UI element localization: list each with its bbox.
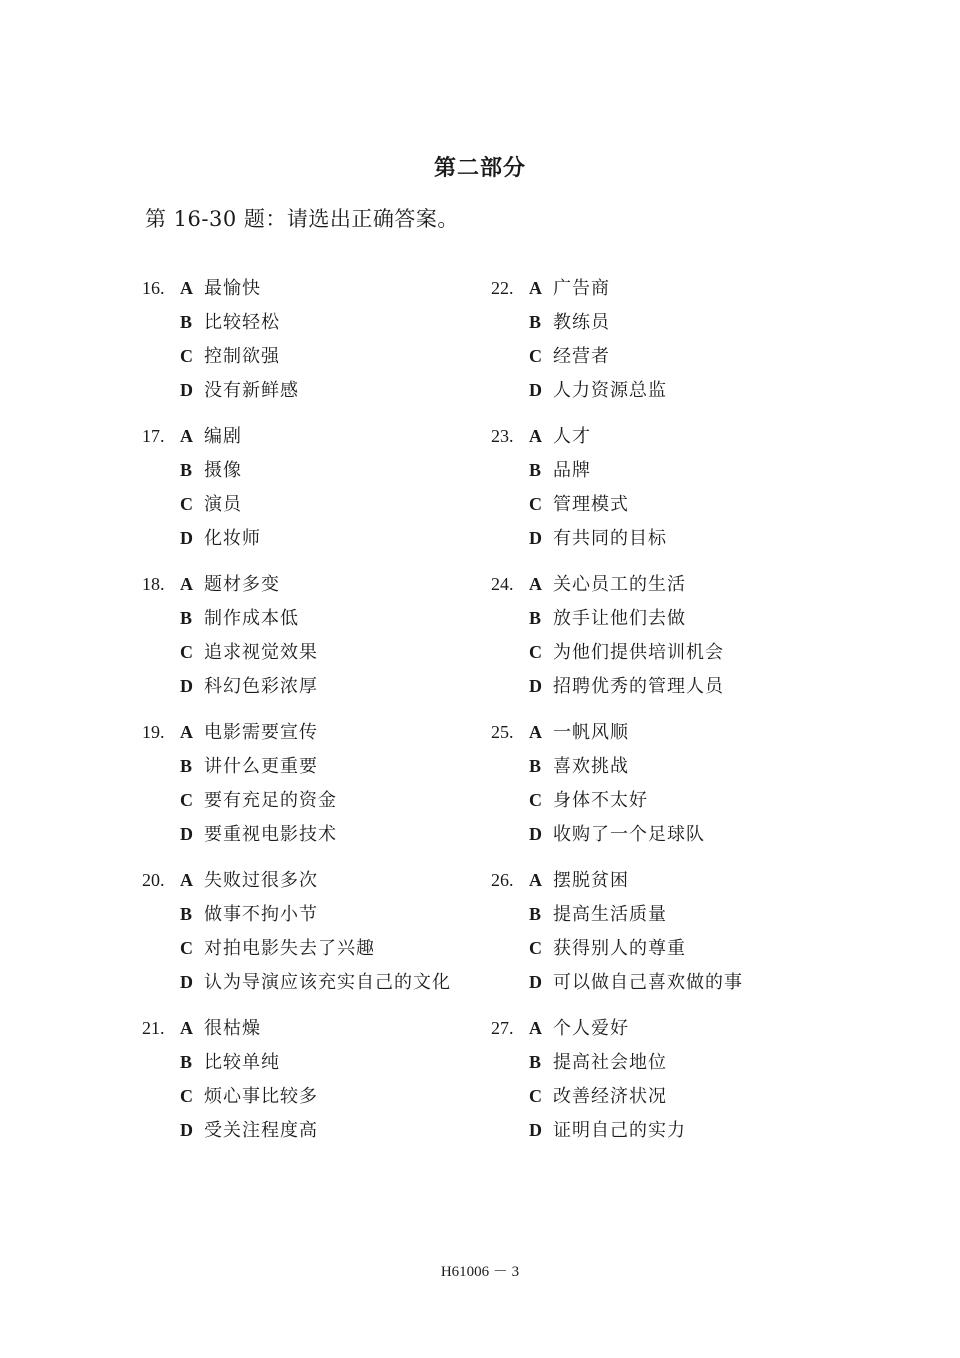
option-letter: C: [180, 790, 193, 810]
option-letter: A: [180, 1018, 193, 1038]
option-text: 最愉快: [204, 278, 261, 299]
option-letter: B: [180, 1052, 193, 1072]
answer-option[interactable]: [180, 424, 242, 448]
answer-option[interactable]: [529, 1050, 667, 1074]
answer-option[interactable]: [180, 378, 299, 402]
option-letter: B: [529, 608, 542, 628]
option-letter: B: [180, 460, 193, 480]
option-letter: B: [180, 608, 193, 628]
option-text: 摆脱贫困: [553, 870, 629, 891]
answer-option[interactable]: [529, 276, 610, 300]
option-letter: D: [529, 676, 542, 696]
question-block: [491, 276, 821, 424]
option-letter: A: [529, 278, 542, 298]
answer-option[interactable]: [180, 936, 375, 960]
option-text: 人才: [553, 426, 591, 447]
option-text: 有共同的目标: [553, 528, 667, 549]
answer-option[interactable]: [180, 310, 280, 334]
option-text: 人力资源总监: [553, 380, 667, 401]
option-letter: A: [529, 870, 542, 890]
option-text: 题材多变: [204, 574, 280, 595]
answer-option[interactable]: [529, 492, 629, 516]
option-text: 很枯燥: [204, 1018, 261, 1039]
answer-option[interactable]: [529, 606, 686, 630]
option-text: 追求视觉效果: [204, 642, 318, 663]
option-text: 提高社会地位: [553, 1052, 667, 1073]
option-letter: D: [180, 380, 193, 400]
option-text: 提高生活质量: [553, 904, 667, 925]
option-text: 做事不拘小节: [204, 904, 318, 925]
answer-option[interactable]: [529, 640, 724, 664]
question-block: [142, 1016, 472, 1164]
option-text: 失败过很多次: [204, 870, 318, 891]
question-block: [491, 424, 821, 572]
answer-option[interactable]: [529, 1118, 686, 1142]
option-letter: D: [529, 824, 542, 844]
option-text: 电影需要宣传: [204, 722, 318, 743]
option-letter: C: [529, 494, 542, 514]
answer-option[interactable]: [529, 1084, 667, 1108]
option-letter: C: [529, 346, 542, 366]
option-letter: B: [529, 312, 542, 332]
answer-option[interactable]: [529, 378, 667, 402]
option-text: 广告商: [553, 278, 610, 299]
question-number: 25.: [491, 722, 514, 742]
option-letter: B: [529, 904, 542, 924]
option-text: 制作成本低: [204, 608, 299, 629]
answer-option[interactable]: [180, 822, 337, 846]
answer-option[interactable]: [529, 720, 629, 744]
answer-option[interactable]: [180, 1050, 280, 1074]
answer-option[interactable]: [529, 788, 648, 812]
option-text: 管理模式: [553, 494, 629, 515]
answer-option[interactable]: [529, 936, 686, 960]
answer-option[interactable]: [180, 640, 318, 664]
option-text: 放手让他们去做: [553, 608, 686, 629]
option-letter: D: [180, 824, 193, 844]
answer-option[interactable]: [180, 344, 280, 368]
option-letter: A: [529, 722, 542, 742]
question-number: 20.: [142, 870, 165, 890]
question-block: [491, 572, 821, 720]
option-text: 比较单纯: [204, 1052, 280, 1073]
option-letter: D: [180, 676, 193, 696]
answer-option[interactable]: [529, 526, 667, 550]
question-number: 26.: [491, 870, 514, 890]
question-block: [491, 1016, 821, 1164]
option-text: 为他们提供培训机会: [553, 642, 724, 663]
option-text: 品牌: [553, 460, 591, 481]
answer-option[interactable]: [180, 720, 318, 744]
option-text: 比较轻松: [204, 312, 280, 333]
answer-option[interactable]: [180, 606, 299, 630]
option-letter: B: [180, 312, 193, 332]
option-text: 招聘优秀的管理人员: [553, 676, 724, 697]
answer-option[interactable]: [529, 344, 610, 368]
question-block: [142, 868, 472, 1016]
option-letter: A: [529, 1018, 542, 1038]
answer-option[interactable]: [529, 1016, 629, 1040]
answer-option[interactable]: [180, 868, 318, 892]
answer-option[interactable]: [180, 674, 318, 698]
answer-option[interactable]: [180, 458, 242, 482]
section-title: 第二部分: [433, 156, 526, 181]
option-text: 获得别人的尊重: [553, 938, 686, 959]
option-letter: B: [180, 904, 193, 924]
option-letter: B: [529, 756, 542, 776]
question-column-right: [491, 276, 821, 1164]
option-text: 一帆风顺: [553, 722, 629, 743]
option-letter: C: [180, 938, 193, 958]
answer-option[interactable]: [180, 754, 318, 778]
option-text: 可以做自己喜欢做的事: [553, 972, 743, 993]
option-text: 改善经济状况: [553, 1086, 667, 1107]
option-text: 收购了一个足球队: [553, 824, 705, 845]
answer-option[interactable]: [529, 822, 705, 846]
question-number: 18.: [142, 574, 165, 594]
option-letter: D: [529, 972, 542, 992]
answer-option[interactable]: [180, 788, 337, 812]
answer-option[interactable]: [529, 458, 591, 482]
option-letter: B: [529, 1052, 542, 1072]
option-letter: A: [180, 722, 193, 742]
page-footer: H61006 － 3: [440, 1264, 520, 1280]
option-text: 个人爱好: [553, 1018, 629, 1039]
question-number: 27.: [491, 1018, 514, 1038]
option-letter: A: [529, 426, 542, 446]
option-letter: D: [180, 1120, 193, 1140]
option-text: 控制欲强: [204, 346, 280, 367]
answer-option[interactable]: [180, 572, 280, 596]
option-letter: A: [180, 426, 193, 446]
answer-option[interactable]: [180, 1118, 318, 1142]
option-text: 认为导演应该充实自己的文化: [204, 972, 451, 993]
answer-option[interactable]: [180, 902, 318, 926]
question-block: [142, 720, 472, 868]
option-text: 烦心事比较多: [204, 1086, 318, 1107]
question-block: [491, 720, 821, 868]
option-text: 对拍电影失去了兴趣: [204, 938, 375, 959]
option-letter: C: [529, 790, 542, 810]
answer-option[interactable]: [529, 970, 743, 994]
answer-option[interactable]: [529, 674, 724, 698]
answer-option[interactable]: [180, 526, 261, 550]
option-letter: B: [180, 756, 193, 776]
option-letter: C: [180, 494, 193, 514]
option-letter: C: [180, 346, 193, 366]
option-letter: D: [180, 972, 193, 992]
option-text: 受关注程度高: [204, 1120, 318, 1141]
option-letter: A: [180, 278, 193, 298]
question-block: [142, 276, 472, 424]
option-letter: C: [529, 642, 542, 662]
option-letter: C: [180, 642, 193, 662]
answer-option[interactable]: [529, 310, 610, 334]
answer-option[interactable]: [529, 902, 667, 926]
option-letter: B: [529, 460, 542, 480]
option-letter: C: [529, 1086, 542, 1106]
question-number: 19.: [142, 722, 165, 742]
option-text: 摄像: [204, 460, 242, 481]
option-letter: A: [180, 870, 193, 890]
option-text: 讲什么更重要: [204, 756, 318, 777]
answer-option[interactable]: [529, 754, 629, 778]
answer-option[interactable]: [180, 276, 261, 300]
option-letter: D: [529, 528, 542, 548]
answer-option[interactable]: [529, 424, 591, 448]
option-text: 证明自己的实力: [553, 1120, 686, 1141]
question-number: 16.: [142, 278, 165, 298]
option-letter: A: [180, 574, 193, 594]
answer-option[interactable]: [180, 1084, 318, 1108]
question-column-left: [142, 276, 472, 1164]
option-text: 经营者: [553, 346, 610, 367]
option-text: 没有新鲜感: [204, 380, 299, 401]
option-letter: C: [180, 1086, 193, 1106]
question-number: 24.: [491, 574, 514, 594]
option-text: 身体不太好: [553, 790, 648, 811]
answer-option[interactable]: [529, 572, 686, 596]
option-text: 关心员工的生活: [553, 574, 686, 595]
option-letter: A: [529, 574, 542, 594]
option-text: 演员: [204, 494, 242, 515]
question-number: 17.: [142, 426, 165, 446]
question-number: 22.: [491, 278, 514, 298]
option-text: 编剧: [204, 426, 242, 447]
option-text: 要重视电影技术: [204, 824, 337, 845]
option-letter: D: [180, 528, 193, 548]
option-letter: C: [529, 938, 542, 958]
question-number: 23.: [491, 426, 514, 446]
answer-option[interactable]: [180, 1016, 261, 1040]
question-block: [491, 868, 821, 1016]
question-number: 21.: [142, 1018, 165, 1038]
answer-option[interactable]: [529, 868, 629, 892]
instruction-text: 第 16-30 题：请选出正确答案。: [145, 207, 459, 231]
option-text: 要有充足的资金: [204, 790, 337, 811]
option-text: 化妆师: [204, 528, 261, 549]
option-text: 科幻色彩浓厚: [204, 676, 318, 697]
answer-option[interactable]: [180, 492, 242, 516]
option-text: 喜欢挑战: [553, 756, 629, 777]
answer-option[interactable]: [180, 970, 451, 994]
question-block: [142, 424, 472, 572]
question-block: [142, 572, 472, 720]
option-text: 教练员: [553, 312, 610, 333]
option-letter: D: [529, 1120, 542, 1140]
option-letter: D: [529, 380, 542, 400]
